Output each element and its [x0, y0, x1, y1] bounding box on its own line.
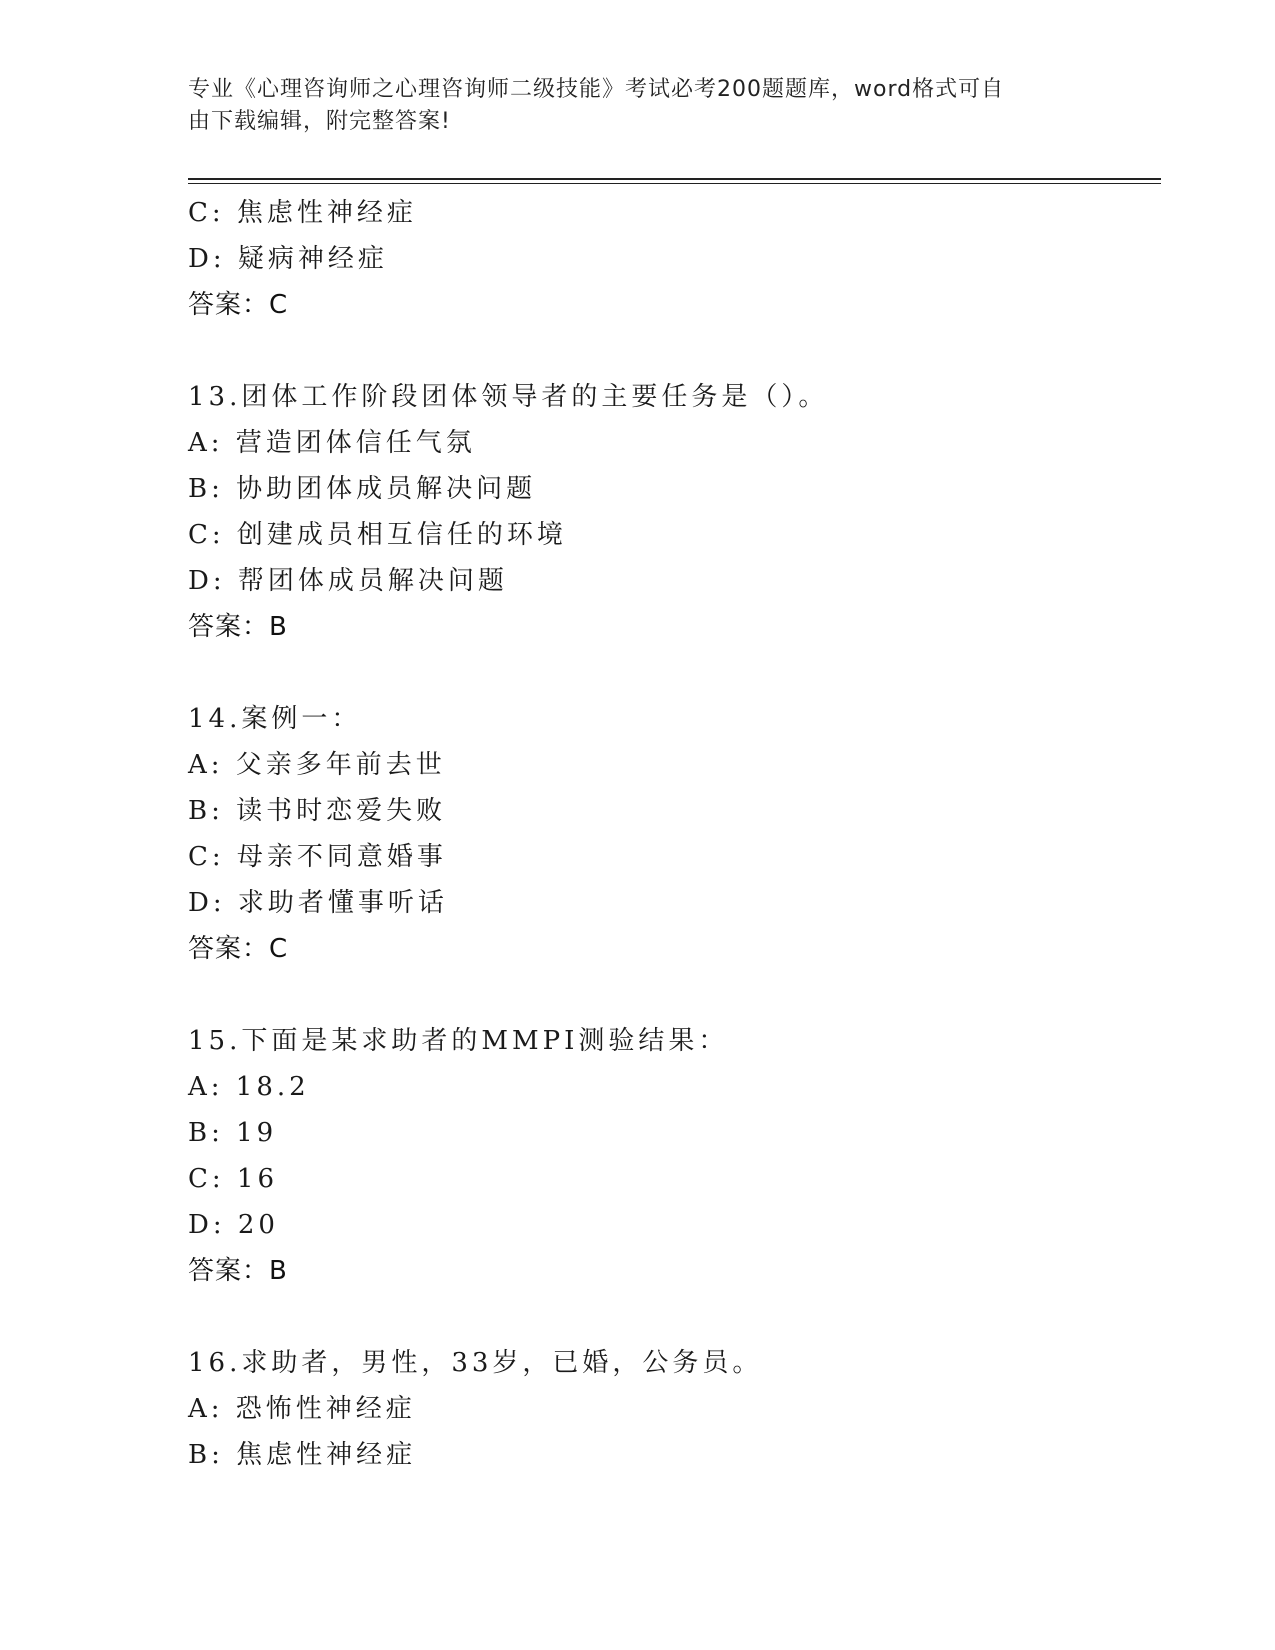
question-13	[188, 374, 1148, 650]
question-12-continuation	[188, 190, 1148, 328]
option-b: B: 协助团体成员解决问题	[188, 474, 537, 504]
question-14	[188, 696, 1148, 972]
answer: 答案：C	[188, 934, 289, 964]
spacer	[188, 328, 1148, 374]
option-a: A: 父亲多年前去世	[188, 750, 446, 780]
question-16	[188, 1340, 1148, 1478]
option-c: C: 创建成员相互信任的环境	[188, 520, 567, 550]
document-header	[188, 74, 1088, 138]
option-d: D: 帮团体成员解决问题	[188, 566, 508, 596]
option-a: A: 营造团体信任气氛	[188, 428, 476, 458]
option-d: D: 疑病神经症	[188, 244, 388, 274]
option-b: B: 焦虑性神经症	[188, 1440, 417, 1470]
header-rule-thick	[188, 178, 1161, 180]
header-line-1: 专业《心理咨询师之心理咨询师二级技能》考试必考200题题库，word格式可自	[188, 77, 1005, 102]
option-d: D: 求助者懂事听话	[188, 888, 448, 918]
option-c: C: 母亲不同意婚事	[188, 842, 447, 872]
header-rule-thin	[188, 183, 1161, 184]
spacer	[188, 1294, 1148, 1340]
spacer	[188, 972, 1148, 1018]
option-d: D: 20	[188, 1210, 279, 1240]
option-c: C: 16	[188, 1164, 279, 1194]
option-c: C: 焦虑性神经症	[188, 198, 417, 228]
option-a: A: 恐怖性神经症	[188, 1394, 416, 1424]
question-stem: 14.案例一：	[188, 704, 362, 734]
option-b: B: 读书时恋爱失败	[188, 796, 447, 826]
question-15	[188, 1018, 1148, 1294]
option-a: A: 18.2	[188, 1072, 310, 1102]
question-stem: 16.求助者，男性，33岁，已婚，公务员。	[188, 1348, 763, 1378]
header-line-2: 由下载编辑，附完整答案!	[188, 109, 451, 134]
spacer	[188, 650, 1148, 696]
option-b: B: 19	[188, 1118, 278, 1148]
question-list	[188, 190, 1148, 1478]
answer: 答案：C	[188, 290, 289, 320]
answer: 答案：B	[188, 612, 288, 642]
answer: 答案：B	[188, 1256, 288, 1286]
question-stem: 15.下面是某求助者的MMPI测验结果：	[188, 1026, 729, 1056]
question-stem: 13.团体工作阶段团体领导者的主要任务是（）。	[188, 382, 829, 412]
